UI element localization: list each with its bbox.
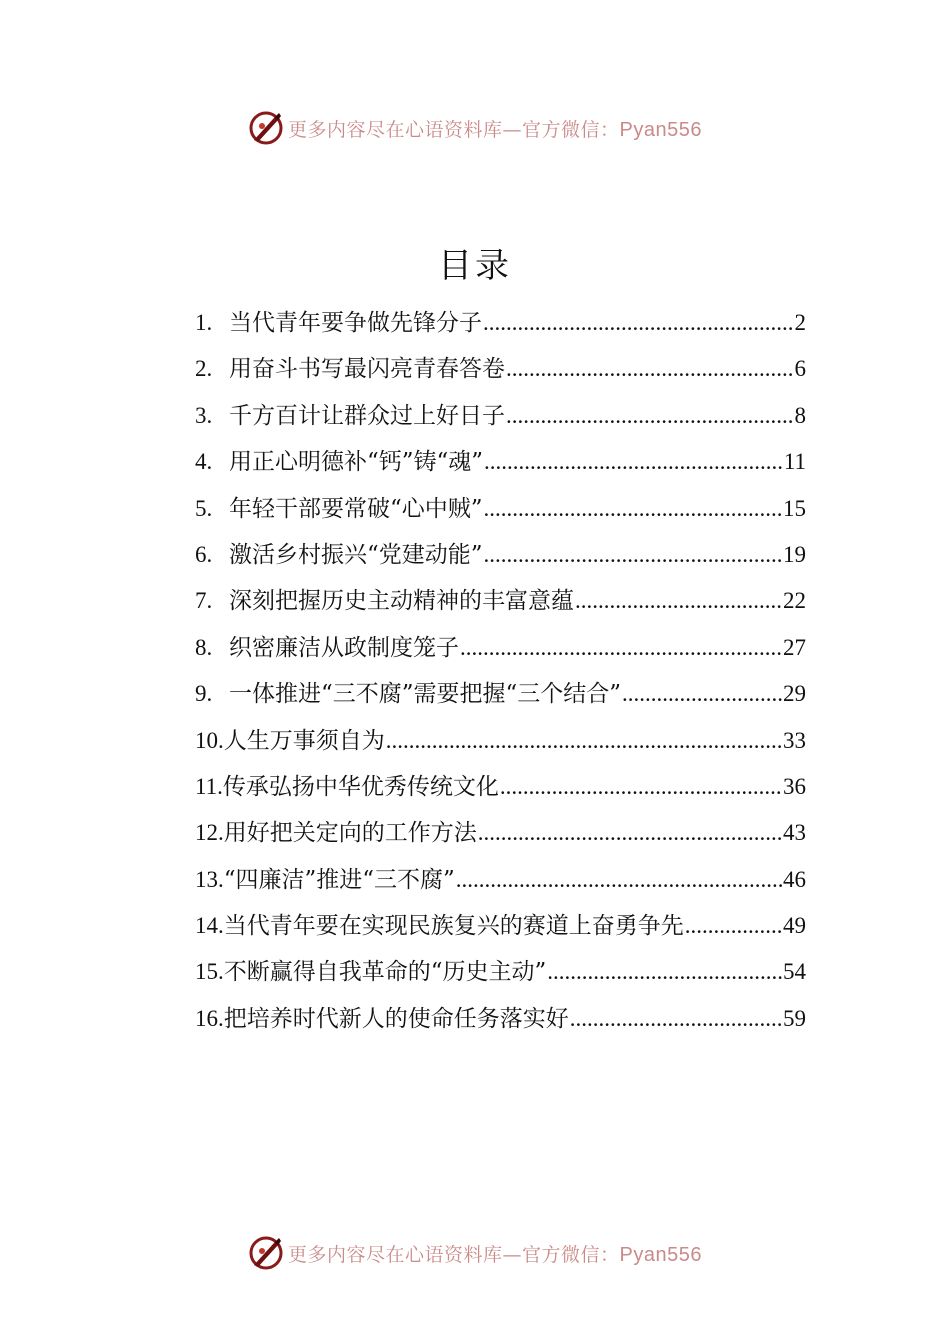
page-title: 目录 [438,246,512,286]
toc-entry[interactable]: 15. 不断赢得自我革命的“历史主动” ..... 54 [195,953,806,999]
dot-leader [478,820,782,846]
toc-entry[interactable]: 14. 当代青年要在实现民族复兴的赛道上奋勇争先 ..... 49 [195,907,806,953]
dot-leader [575,588,782,614]
toc-entry[interactable]: 16. 把培养时代新人的使命任务落实好 ..... 59 [195,1000,806,1046]
toc-entry[interactable]: 3. 千方百计让群众过上好日子 ..... 8 [195,397,806,443]
toc-entry[interactable]: 5. 年轻干部要常破“心中贼” ..... 15 [195,490,806,536]
dot-leader [483,310,794,336]
dot-leader [570,1006,782,1032]
toc-page-number: 19 [783,541,806,567]
toc-page-number: 46 [783,866,806,892]
dot-leader [685,913,782,939]
dot-leader [622,681,782,707]
toc-entry[interactable]: 7. 深刻把握历史主动精神的丰富意蕴 ..... 22 [195,582,806,628]
toc-entry[interactable]: 4. 用正心明德补“钙”铸“魂” ..... 11 [195,443,806,489]
dot-leader [386,728,782,754]
dot-leader [484,542,782,568]
toc-entry[interactable]: 12. 用好把关定向的工作方法 ..... 43 [195,814,806,860]
toc-entry[interactable]: 2. 用奋斗书写最闪亮青春答卷 ..... 6 [195,350,806,396]
toc-page-number: 6 [794,356,806,382]
toc-page-number: 29 [783,681,806,707]
toc-page-number: 2 [794,310,806,335]
dot-leader [460,635,782,661]
toc-page-number: 8 [794,402,806,428]
toc-page-number: 11 [783,449,806,475]
toc-page-number: 43 [783,820,806,846]
footer-banner [0,1233,950,1273]
pen-logo-icon [248,110,284,146]
toc-page-number: 27 [783,634,806,660]
toc-entry[interactable]: 9. 一体推进“三不腐”需要把握“三个结合” ..... 29 [195,675,806,721]
footer-wechat-id: Pyan556 [619,1243,702,1266]
dot-leader [484,496,782,522]
dot-leader [506,403,794,429]
toc-entry[interactable]: 13. “四廉洁”推进“三不腐” ..... 46 [195,861,806,907]
toc-entry[interactable]: 1. 当代青年要争做先锋分子 ..... 2 [195,304,806,350]
table-of-contents [195,304,806,1046]
toc-entry[interactable]: 10. 人生万事须自为 ..... 33 [195,722,806,768]
header-banner [0,108,950,148]
toc-entry[interactable]: 6. 激活乡村振兴“党建动能” ..... 19 [195,536,806,582]
dot-leader [506,356,794,382]
toc-entry[interactable]: 11. 传承弘扬中华优秀传统文化 ..... 36 [195,768,806,814]
dot-leader [500,774,782,800]
toc-page-number: 15 [783,495,806,521]
dot-leader [547,959,782,985]
toc-page-number: 49 [783,913,806,939]
pen-logo-icon [248,1235,284,1271]
toc-page-number: 54 [783,959,806,985]
dot-leader [456,867,782,893]
toc-page-number: 33 [783,727,806,753]
toc-page-number: 36 [783,773,806,799]
toc-entry[interactable]: 8. 织密廉洁从政制度笼子 ..... 27 [195,629,806,675]
dot-leader [484,449,783,475]
toc-page-number: 59 [783,1005,806,1031]
header-wechat-id: Pyan556 [619,118,702,141]
toc-page-number: 22 [783,588,806,614]
footer-banner-text: 更多内容尽在心语资料库—官方微信：Pyan556 [288,1243,702,1266]
header-banner-text: 更多内容尽在心语资料库—官方微信：Pyan556 [288,118,702,141]
